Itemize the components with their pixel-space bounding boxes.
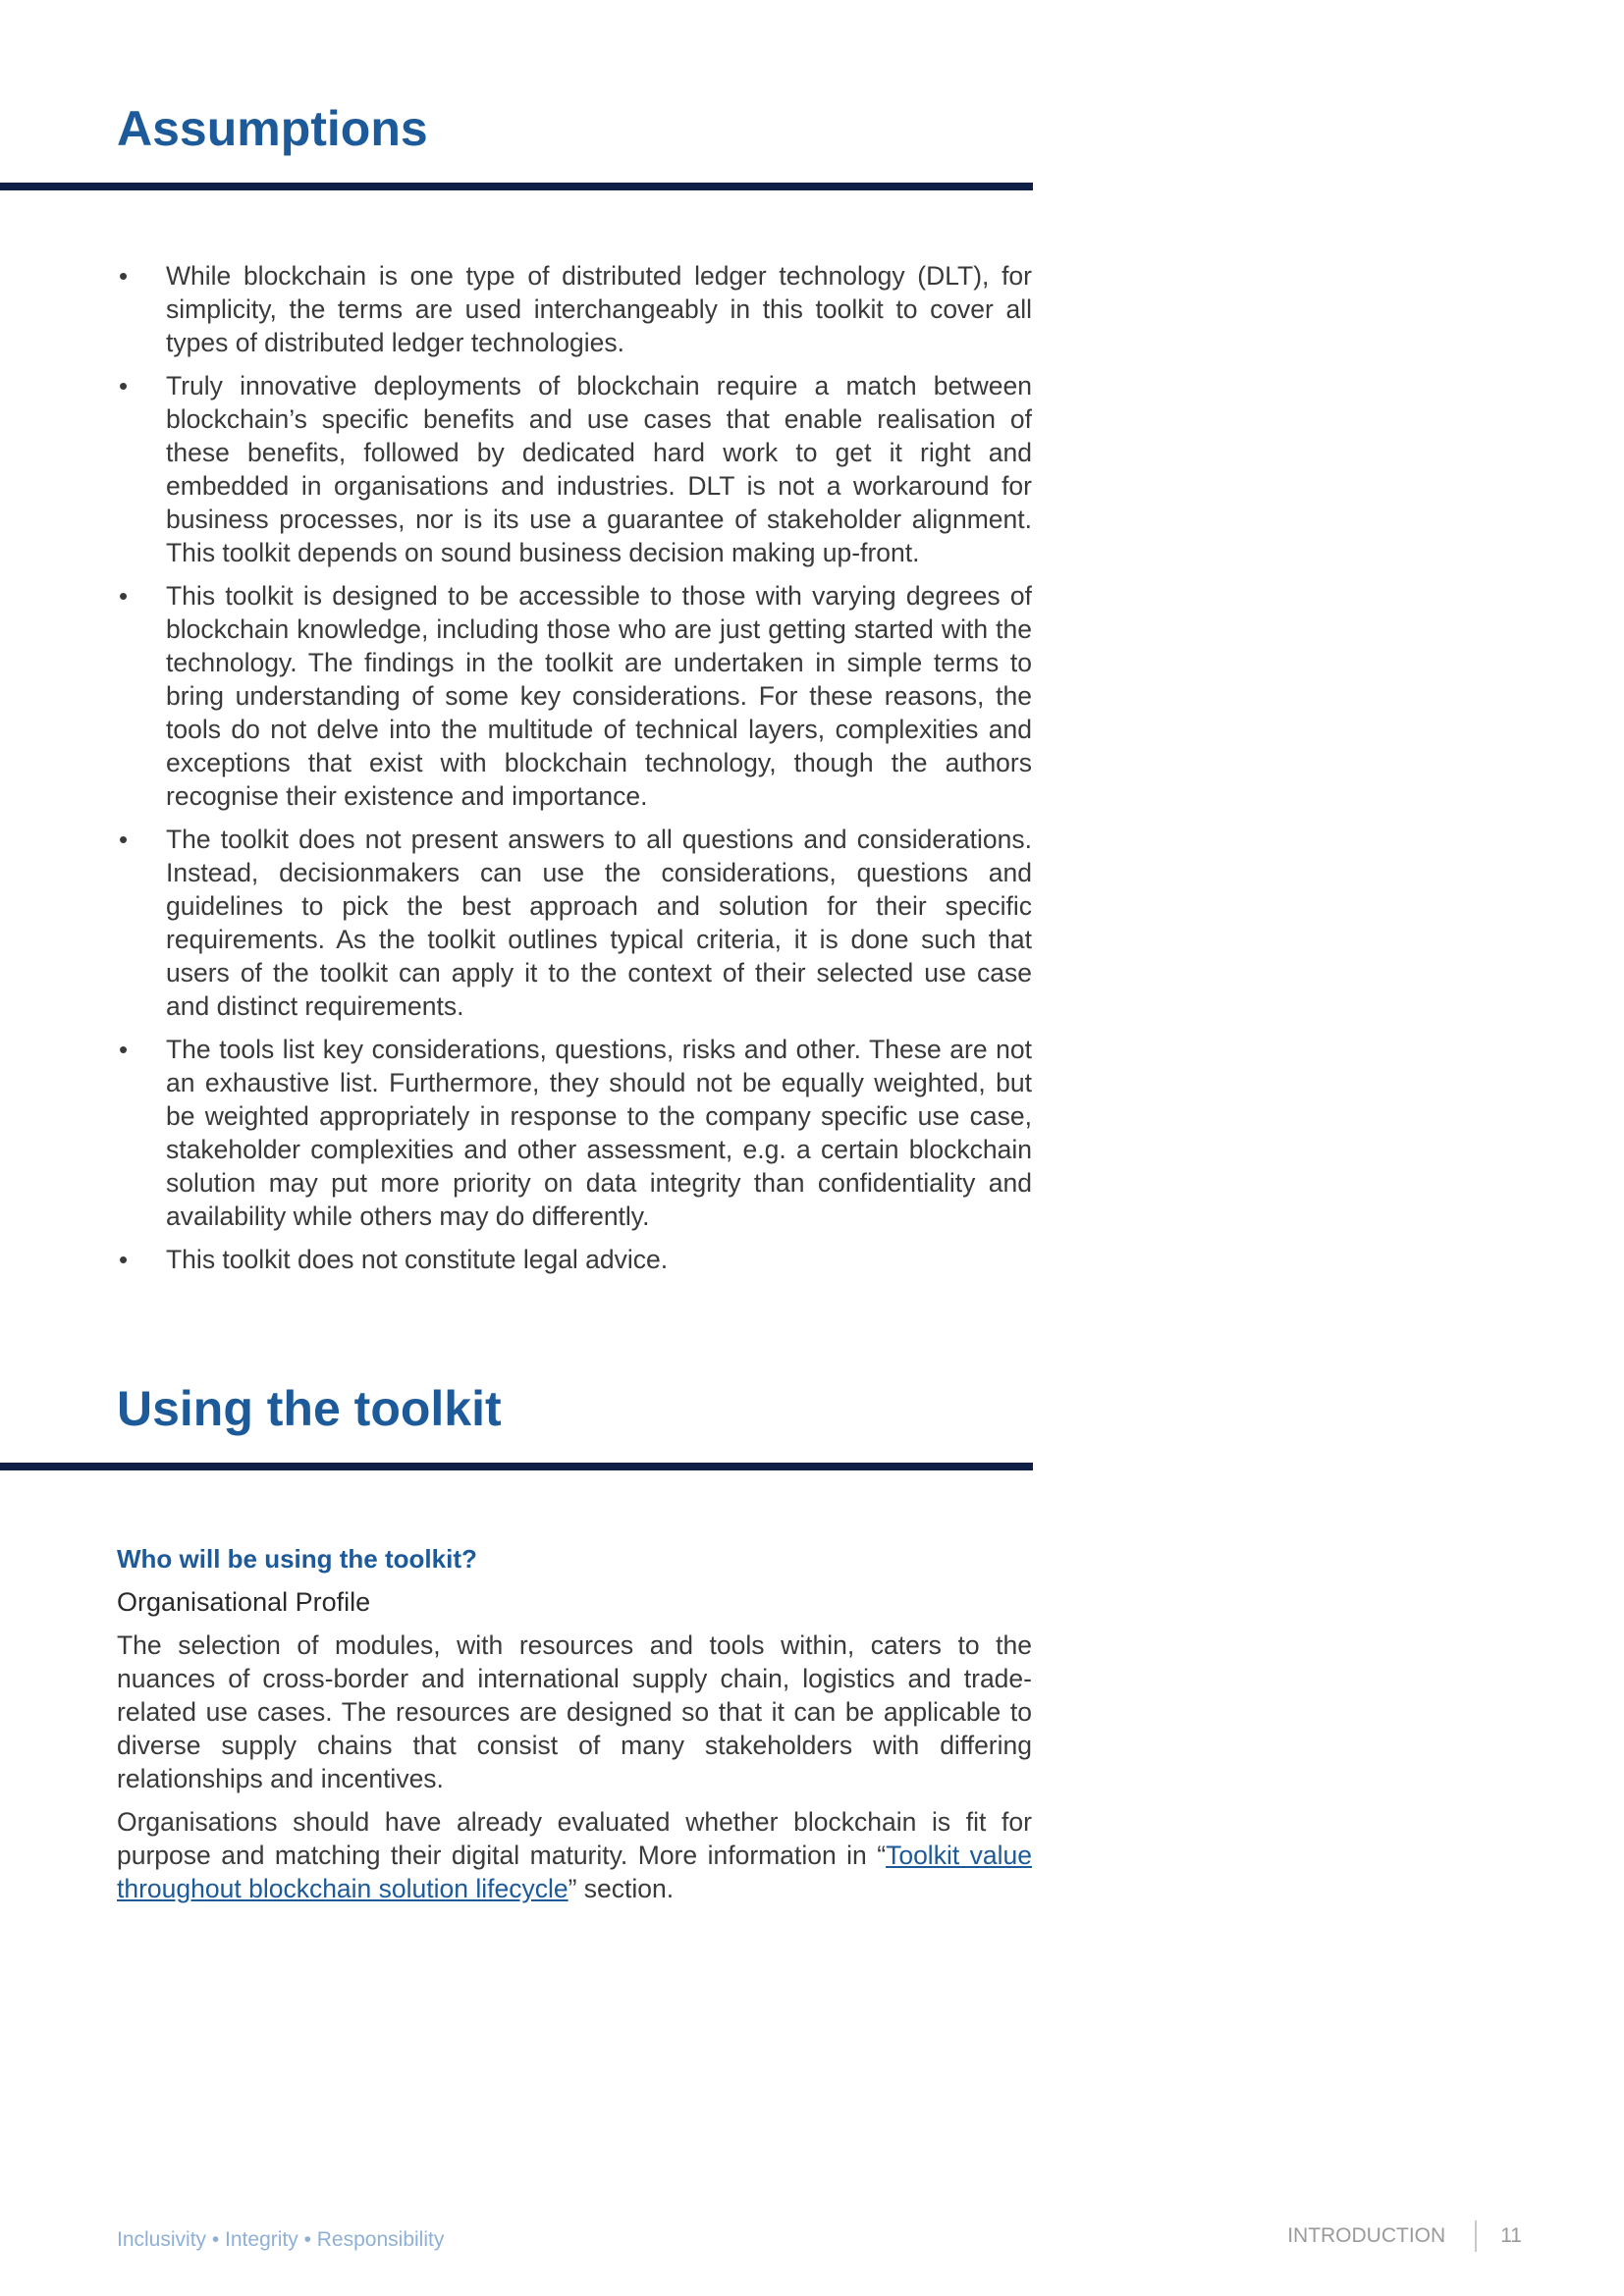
paragraph-text-before: Organisations should have already evaluated whether blockchain is fit for purpose and matching their digital maturity. More information in “	[117, 1807, 1032, 1870]
profile-paragraph: The selection of modules, with resources and tools within, caters to the nuances of cross-border and international supply chain, logistics and trade-related use cases. The resources are designed so that it can be applicable to diverse supply chains that consist of many stakeholders with differing relationships and incentives.	[117, 1630, 1032, 1793]
list-item-text: This toolkit does not constitute legal advice.	[166, 1245, 669, 1274]
bullet-icon: •	[119, 261, 129, 291]
list-item	[117, 1243, 1032, 1276]
list-item-text: The toolkit does not present answers to all questions and considerations. Instead, decisionmakers can use the considerations, questions and guidelines to pick the best approach and solution for their specific requirements. As the toolkit outlines typical criteria, it is done such that users of the toolkit can apply it to the context of their selected use case and distinct requirements.	[166, 825, 1032, 1021]
bullet-icon: •	[119, 371, 129, 400]
list-item-text: While blockchain is one type of distributed ledger technology (DLT), for simplicity, the terms are used interchangeably in this toolkit to cover all types of distributed ledger technologies.	[166, 261, 1032, 357]
list-item	[117, 369, 1032, 569]
profile-heading: Organisational Profile	[117, 1587, 371, 1617]
paragraph-text-after: ” section.	[568, 1874, 675, 1903]
assumptions-list	[117, 259, 1032, 1286]
bullet-icon: •	[119, 825, 129, 854]
footer-page-info	[1287, 2220, 1522, 2252]
bullet-icon: •	[119, 581, 129, 611]
assumptions-divider	[0, 183, 1033, 190]
list-item-text: The tools list key considerations, questions, risks and other. These are not an exhaustive list. Furthermore, they should not be equally weighted, but be weighted appropriately in response to the company specific use case, stakeholder complexities and other assessment, e.g. a certain blockchain solution may put more priority on data integrity than confidentiality and availability while others may do differently.	[166, 1035, 1032, 1231]
list-item	[117, 579, 1032, 813]
page-number: 11	[1500, 2224, 1522, 2247]
using-toolkit-divider	[0, 1463, 1033, 1470]
bullet-icon: •	[119, 1245, 129, 1274]
footer-divider	[1475, 2220, 1477, 2252]
evaluation-paragraph	[117, 1805, 1032, 1905]
footer-tagline: Inclusivity • Integrity • Responsibility	[117, 2228, 445, 2251]
list-item	[117, 1033, 1032, 1233]
list-item	[117, 823, 1032, 1023]
using-toolkit-title: Using the toolkit	[117, 1381, 502, 1436]
list-item-text: Truly innovative deployments of blockchain require a match between blockchain’s specific benefits and use cases that enable realisation of these benefits, followed by dedicated hard work to get it right and embedded in organisations and industries. DLT is not a workaround for business processes, nor is its use a guarantee of stakeholder alignment. This toolkit depends on sound business decision making up-front.	[166, 371, 1032, 567]
footer-section-label: INTRODUCTION	[1287, 2224, 1446, 2247]
list-item-text: This toolkit is designed to be accessible to those with varying degrees of blockchain knowledge, including those who are just getting started with the technology. The findings in the toolkit are undertaken in simple terms to bring understanding of some key considerations. For these reasons, the tools do not delve into the multitude of technical layers, complexities and exceptions that exist with blockchain technology, though the authors recognise their existence and importance.	[166, 581, 1032, 811]
lifecycle-link[interactable]: Toolkit value throughout blockchain solution lifecycle	[117, 1841, 1033, 1903]
who-question-heading: Who will be using the toolkit?	[117, 1544, 477, 1574]
bullet-icon: •	[119, 1035, 129, 1064]
assumptions-title: Assumptions	[117, 101, 428, 156]
list-item	[117, 259, 1032, 359]
